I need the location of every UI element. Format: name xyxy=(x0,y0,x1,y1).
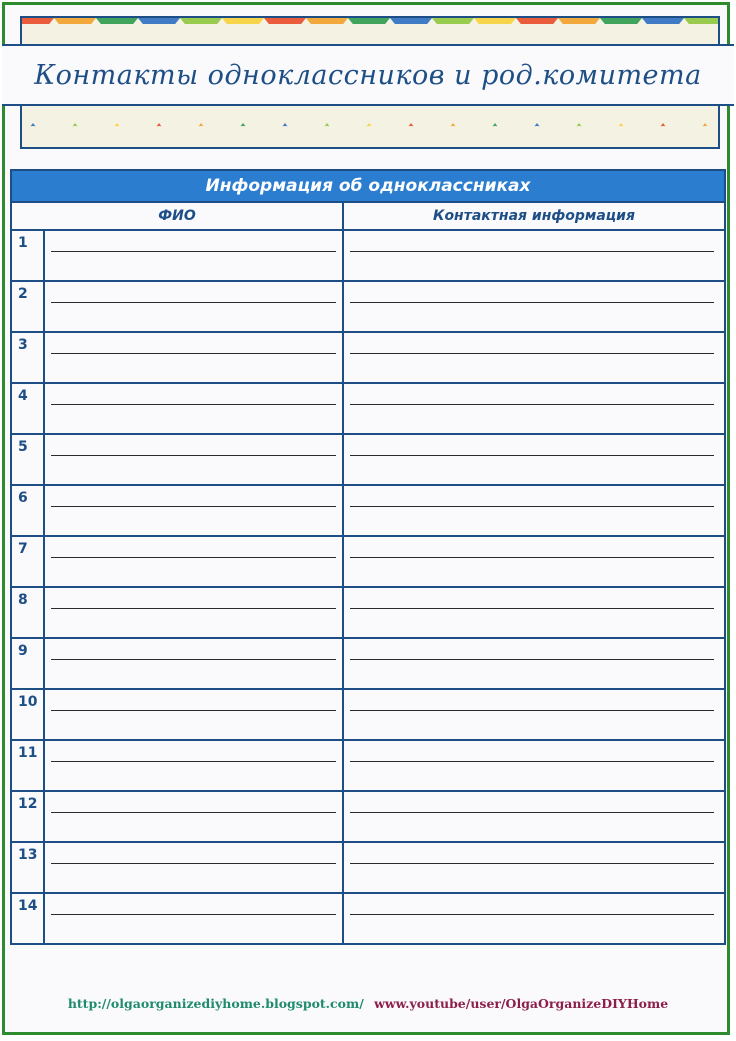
pattern-scallop-top xyxy=(516,24,558,45)
table-row xyxy=(12,333,724,384)
pattern-scallop-bottom xyxy=(180,126,222,147)
pattern-scallop-bottom xyxy=(642,126,684,147)
table-row xyxy=(12,843,724,894)
contact-cell[interactable] xyxy=(344,537,724,586)
row-number: 5 xyxy=(12,435,45,484)
name-write-line xyxy=(51,761,336,762)
contact-write-line xyxy=(350,404,714,405)
table-row xyxy=(12,435,724,486)
contact-write-line xyxy=(350,506,714,507)
name-cell[interactable] xyxy=(45,843,344,892)
contact-cell[interactable] xyxy=(344,792,724,841)
name-cell[interactable] xyxy=(45,690,344,739)
table-row xyxy=(12,741,724,792)
row-number: 1 xyxy=(12,231,45,280)
contact-cell[interactable] xyxy=(344,894,724,945)
pattern-scallop-top xyxy=(96,24,138,45)
name-cell[interactable] xyxy=(45,486,344,535)
name-write-line xyxy=(51,812,336,813)
contact-write-line xyxy=(350,455,714,456)
contact-write-line xyxy=(350,863,714,864)
contact-cell[interactable] xyxy=(344,231,724,280)
table-row xyxy=(12,486,724,537)
name-write-line xyxy=(51,863,336,864)
name-write-line xyxy=(51,251,336,252)
title-box xyxy=(2,44,734,106)
table-row xyxy=(12,588,724,639)
contact-cell[interactable] xyxy=(344,639,724,688)
name-cell[interactable] xyxy=(45,537,344,586)
contact-cell[interactable] xyxy=(344,741,724,790)
contact-write-line xyxy=(350,710,714,711)
row-number: 8 xyxy=(12,588,45,637)
name-cell[interactable] xyxy=(45,435,344,484)
pattern-scallop-bottom xyxy=(684,126,720,147)
contact-cell[interactable] xyxy=(344,384,724,433)
pattern-scallop-top xyxy=(222,24,264,45)
contact-cell[interactable] xyxy=(344,435,724,484)
row-number: 2 xyxy=(12,282,45,331)
pattern-scallop-top xyxy=(22,24,54,45)
row-number: 4 xyxy=(12,384,45,433)
contact-write-line xyxy=(350,251,714,252)
name-cell[interactable] xyxy=(45,384,344,433)
contact-cell[interactable] xyxy=(344,282,724,331)
pattern-scallop-top xyxy=(306,24,348,45)
pattern-scallop-bottom xyxy=(474,126,516,147)
contact-write-line xyxy=(350,302,714,303)
name-write-line xyxy=(51,302,336,303)
pattern-scallop-top xyxy=(684,24,720,45)
name-write-line xyxy=(51,506,336,507)
name-cell[interactable] xyxy=(45,792,344,841)
column-header-name: ФИО xyxy=(12,203,344,231)
blog-link[interactable]: http://olgaorganizediyhome.blogspot.com/ xyxy=(67,996,364,1011)
contact-cell[interactable] xyxy=(344,843,724,892)
row-number: 12 xyxy=(12,792,45,841)
pattern-scallop-top xyxy=(54,24,96,45)
pattern-scallop-top xyxy=(558,24,600,45)
table-row xyxy=(12,231,724,282)
name-write-line xyxy=(51,557,336,558)
table-row xyxy=(12,894,724,945)
pattern-scallop-top xyxy=(264,24,306,45)
pattern-scallop-bottom xyxy=(222,126,264,147)
pattern-scallop-top xyxy=(390,24,432,45)
name-write-line xyxy=(51,710,336,711)
contact-write-line xyxy=(350,659,714,660)
classmates-table xyxy=(10,169,726,945)
row-number: 6 xyxy=(12,486,45,535)
contact-write-line xyxy=(350,761,714,762)
pattern-scallop-bottom xyxy=(96,126,138,147)
name-write-line xyxy=(51,659,336,660)
contact-write-line xyxy=(350,914,714,915)
name-write-line xyxy=(51,353,336,354)
column-header-contact: Контактная информация xyxy=(344,203,724,231)
pattern-scallop-bottom xyxy=(600,126,642,147)
name-write-line xyxy=(51,914,336,915)
name-write-line xyxy=(51,455,336,456)
row-number: 7 xyxy=(12,537,45,586)
name-cell[interactable] xyxy=(45,894,344,945)
name-cell[interactable] xyxy=(45,588,344,637)
table-section-title: Информация об одноклассниках xyxy=(12,171,724,203)
contact-write-line xyxy=(350,812,714,813)
contact-cell[interactable] xyxy=(344,588,724,637)
name-write-line xyxy=(51,608,336,609)
row-number: 13 xyxy=(12,843,45,892)
row-number: 14 xyxy=(12,894,45,945)
name-cell[interactable] xyxy=(45,231,344,280)
pattern-scallop-bottom xyxy=(264,126,306,147)
pattern-scallop-top xyxy=(432,24,474,45)
footer xyxy=(0,996,736,1011)
name-cell[interactable] xyxy=(45,282,344,331)
row-number: 11 xyxy=(12,741,45,790)
name-cell[interactable] xyxy=(45,639,344,688)
pattern-scallop-bottom xyxy=(306,126,348,147)
contact-cell[interactable] xyxy=(344,486,724,535)
row-number: 9 xyxy=(12,639,45,688)
name-cell[interactable] xyxy=(45,333,344,382)
contact-write-line xyxy=(350,557,714,558)
table-row xyxy=(12,690,724,741)
table-row xyxy=(12,384,724,435)
row-number: 10 xyxy=(12,690,45,739)
pattern-scallop-bottom xyxy=(390,126,432,147)
row-number: 3 xyxy=(12,333,45,382)
pattern-scallop-top xyxy=(642,24,684,45)
pattern-scallop-bottom xyxy=(432,126,474,147)
table-row xyxy=(12,639,724,690)
table-rows xyxy=(12,231,724,945)
pattern-scallop-bottom xyxy=(22,126,54,147)
pattern-scallop-bottom xyxy=(54,126,96,147)
pattern-scallop-bottom xyxy=(558,126,600,147)
pattern-scallop-top xyxy=(600,24,642,45)
contact-cell[interactable] xyxy=(344,690,724,739)
name-cell[interactable] xyxy=(45,741,344,790)
table-row xyxy=(12,792,724,843)
contact-write-line xyxy=(350,608,714,609)
pattern-scallop-top xyxy=(180,24,222,45)
pattern-scallop-bottom xyxy=(138,126,180,147)
youtube-link[interactable]: www.youtube/user/OlgaOrganizeDIYHome xyxy=(374,996,669,1011)
pattern-scallop-bottom xyxy=(516,126,558,147)
pattern-scallop-bottom xyxy=(348,126,390,147)
name-write-line xyxy=(51,404,336,405)
table-row xyxy=(12,282,724,333)
pattern-scallop-top xyxy=(348,24,390,45)
contact-cell[interactable] xyxy=(344,333,724,382)
pattern-scallop-top xyxy=(138,24,180,45)
table-row xyxy=(12,537,724,588)
page-title: Контакты одноклассников и род.комитета xyxy=(34,59,702,91)
pattern-scallop-top xyxy=(474,24,516,45)
contact-write-line xyxy=(350,353,714,354)
